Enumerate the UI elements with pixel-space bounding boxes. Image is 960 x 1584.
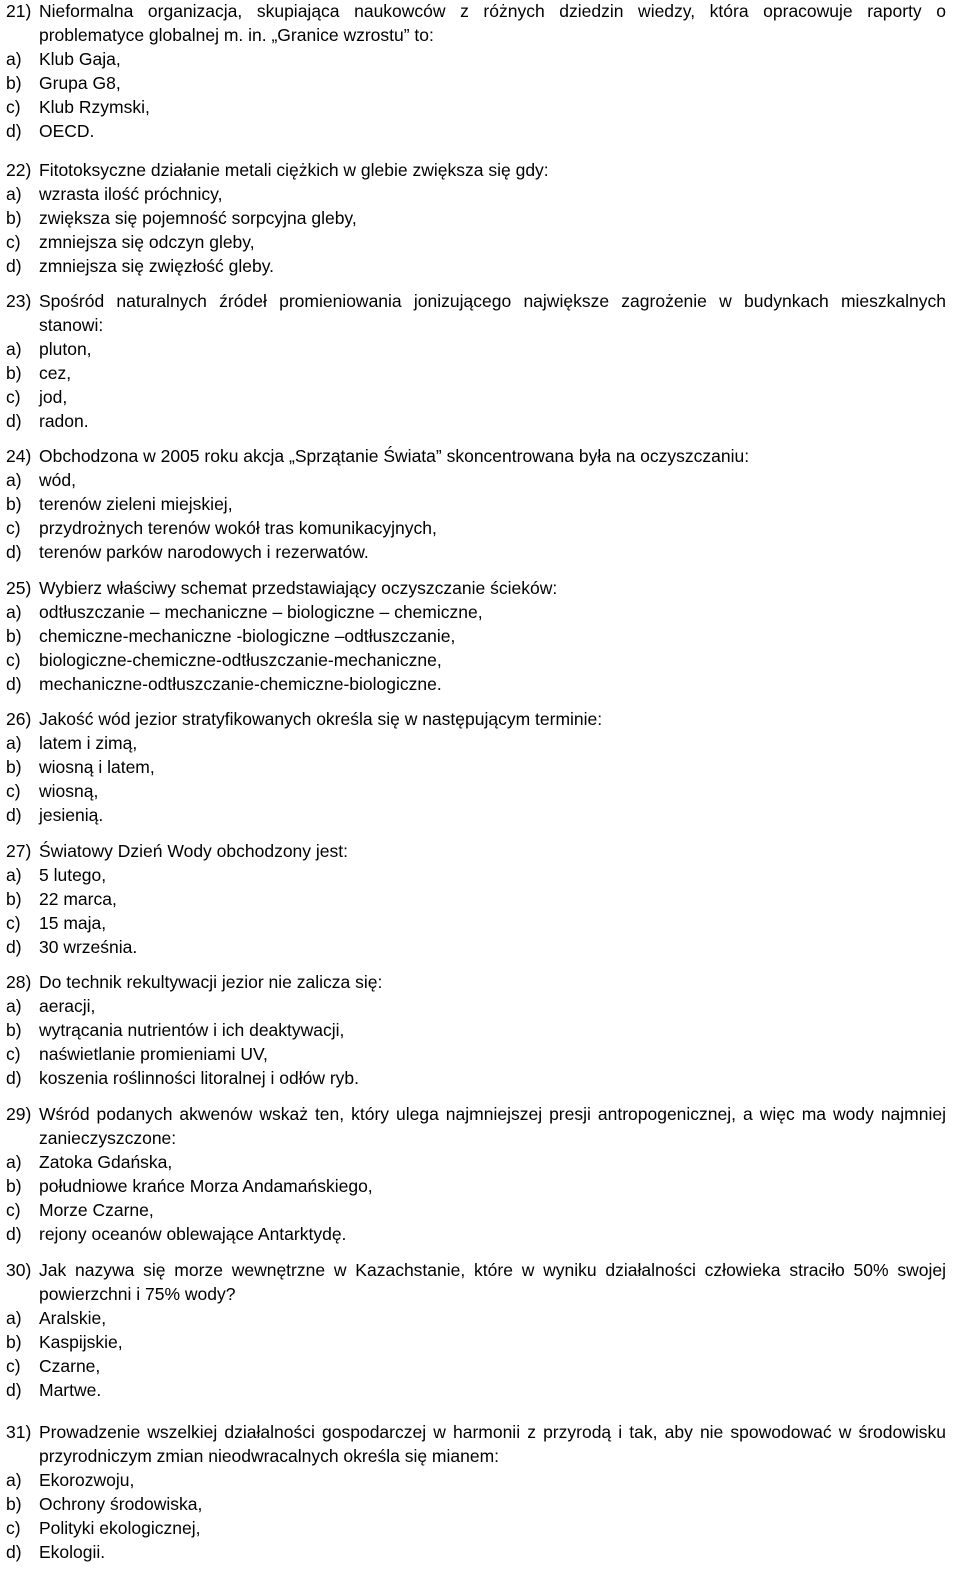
option-text: odtłuszczanie – mechaniczne – biologiczne – chemiczne, bbox=[39, 602, 483, 622]
question-number: 30) bbox=[6, 1260, 32, 1280]
question-23 bbox=[6, 289, 946, 433]
answer-option-b bbox=[6, 1330, 946, 1354]
option-letter: d) bbox=[6, 256, 22, 276]
answer-option-d bbox=[6, 803, 946, 827]
option-text: Ekorozwoju, bbox=[39, 1470, 135, 1490]
option-letter: a) bbox=[6, 339, 22, 359]
option-letter: a) bbox=[6, 996, 22, 1016]
answer-option-c bbox=[6, 95, 946, 119]
option-letter: a) bbox=[6, 470, 22, 490]
question-text bbox=[6, 839, 946, 863]
question-text bbox=[6, 444, 946, 468]
option-text: pluton, bbox=[39, 339, 92, 359]
answer-option-d bbox=[6, 935, 946, 959]
option-letter: d) bbox=[6, 542, 22, 562]
option-text: terenów parków narodowych i rezerwatów. bbox=[39, 542, 369, 562]
question-text bbox=[6, 707, 946, 731]
option-letter: b) bbox=[6, 757, 22, 777]
question-31 bbox=[6, 1420, 946, 1564]
question-28 bbox=[6, 970, 946, 1090]
option-text: latem i zimą, bbox=[39, 733, 138, 753]
answer-option-a bbox=[6, 337, 946, 361]
option-text: zmniejsza się zwięzłość gleby. bbox=[39, 256, 275, 276]
answer-option-d bbox=[6, 409, 946, 433]
answer-option-d bbox=[6, 1540, 946, 1564]
question-body: Nieformalna organizacja, skupiająca naukowców z różnych dziedzin wiedzy, która opracowuje raporty o problematyce globalnej m. in. „Granice wzrostu” to: bbox=[39, 1, 946, 45]
option-text: Ekologii. bbox=[39, 1542, 106, 1562]
question-body: Wybierz właściwy schemat przedstawiający oczyszczanie ścieków: bbox=[39, 578, 558, 598]
question-number: 29) bbox=[6, 1104, 32, 1124]
option-letter: b) bbox=[6, 1332, 22, 1352]
option-text: Morze Czarne, bbox=[39, 1200, 154, 1220]
answer-option-b bbox=[6, 624, 946, 648]
option-letter: b) bbox=[6, 73, 22, 93]
question-text bbox=[6, 1258, 946, 1306]
option-letter: b) bbox=[6, 1494, 22, 1514]
question-text bbox=[6, 0, 946, 47]
question-number: 31) bbox=[6, 1422, 32, 1442]
option-letter: c) bbox=[6, 1200, 21, 1220]
answer-option-b bbox=[6, 755, 946, 779]
answer-option-b bbox=[6, 1174, 946, 1198]
question-number: 24) bbox=[6, 446, 32, 466]
option-text: wiosną, bbox=[39, 781, 99, 801]
question-number: 25) bbox=[6, 578, 32, 598]
option-letter: d) bbox=[6, 1542, 22, 1562]
option-letter: d) bbox=[6, 121, 22, 141]
answer-option-c bbox=[6, 1516, 946, 1540]
option-letter: c) bbox=[6, 650, 21, 670]
option-text: wzrasta ilość próchnicy, bbox=[39, 184, 223, 204]
question-body: Obchodzona w 2005 roku akcja „Sprzątanie Świata” skoncentrowana była na oczyszczaniu: bbox=[39, 446, 750, 466]
answer-option-b bbox=[6, 206, 946, 230]
question-body: Do technik rekultywacji jezior nie zalicza się: bbox=[39, 972, 383, 992]
option-letter: b) bbox=[6, 363, 22, 383]
question-body: Jakość wód jezior stratyfikowanych określa się w następującym terminie: bbox=[39, 709, 603, 729]
option-text: 5 lutego, bbox=[39, 865, 107, 885]
question-body: Fitotoksyczne działanie metali ciężkich w glebie zwiększa się gdy: bbox=[39, 160, 549, 180]
option-text: Ochrony środowiska, bbox=[39, 1494, 203, 1514]
answer-option-d bbox=[6, 1222, 946, 1246]
option-letter: a) bbox=[6, 184, 22, 204]
option-text: koszenia roślinności litoralnej i odłów ryb. bbox=[39, 1068, 360, 1088]
answer-option-c bbox=[6, 779, 946, 803]
question-30 bbox=[6, 1258, 946, 1402]
question-text bbox=[6, 576, 946, 600]
question-body: Światowy Dzień Wody obchodzony jest: bbox=[39, 841, 348, 861]
option-letter: b) bbox=[6, 1176, 22, 1196]
option-text: biologiczne-chemiczne-odtłuszczanie-mechaniczne, bbox=[39, 650, 442, 670]
option-letter: a) bbox=[6, 1470, 22, 1490]
answer-option-b bbox=[6, 1492, 946, 1516]
question-27 bbox=[6, 839, 946, 959]
option-letter: c) bbox=[6, 518, 21, 538]
option-letter: d) bbox=[6, 1380, 22, 1400]
answer-option-a bbox=[6, 1150, 946, 1174]
option-letter: d) bbox=[6, 1224, 22, 1244]
answer-option-d bbox=[6, 1378, 946, 1402]
answer-option-b bbox=[6, 1018, 946, 1042]
option-letter: a) bbox=[6, 602, 22, 622]
option-text: Czarne, bbox=[39, 1356, 101, 1376]
question-text bbox=[6, 970, 946, 994]
answer-option-b bbox=[6, 887, 946, 911]
question-number: 23) bbox=[6, 291, 32, 311]
answer-option-a bbox=[6, 731, 946, 755]
answer-option-b bbox=[6, 71, 946, 95]
question-25 bbox=[6, 576, 946, 696]
option-letter: c) bbox=[6, 781, 21, 801]
question-29 bbox=[6, 1102, 946, 1246]
option-text: południowe krańce Morza Andamańskiego, bbox=[39, 1176, 373, 1196]
option-letter: b) bbox=[6, 889, 22, 909]
option-text: aeracji, bbox=[39, 996, 96, 1016]
option-text: radon. bbox=[39, 411, 89, 431]
option-text: wytrącania nutrientów i ich deaktywacji, bbox=[39, 1020, 345, 1040]
question-body: Wśród podanych akwenów wskaż ten, który ulega najmniejszej presji antropogenicznej, a więc ma wody najmniej zanieczyszczone: bbox=[39, 1104, 946, 1148]
option-letter: a) bbox=[6, 49, 22, 69]
option-letter: a) bbox=[6, 865, 22, 885]
option-text: Klub Gaja, bbox=[39, 49, 121, 69]
option-text: jod, bbox=[39, 387, 68, 407]
option-letter: a) bbox=[6, 1308, 22, 1328]
question-text bbox=[6, 289, 946, 337]
option-letter: c) bbox=[6, 913, 21, 933]
option-text: rejony oceanów oblewające Antarktydę. bbox=[39, 1224, 347, 1244]
question-text bbox=[6, 158, 946, 182]
question-text bbox=[6, 1420, 946, 1468]
question-number: 22) bbox=[6, 160, 32, 180]
answer-option-c bbox=[6, 911, 946, 935]
answer-option-c bbox=[6, 1354, 946, 1378]
option-text: 15 maja, bbox=[39, 913, 107, 933]
answer-option-b bbox=[6, 361, 946, 385]
question-body: Jak nazywa się morze wewnętrzne w Kazachstanie, które w wyniku działalności człowieka straciło 50% swojej powierzchni i 75% wody? bbox=[39, 1260, 946, 1304]
question-number: 28) bbox=[6, 972, 32, 992]
option-letter: a) bbox=[6, 1152, 22, 1172]
answer-option-d bbox=[6, 119, 946, 143]
option-text: wiosną i latem, bbox=[39, 757, 155, 777]
question-21 bbox=[6, 0, 946, 143]
question-26 bbox=[6, 707, 946, 827]
answer-option-a bbox=[6, 863, 946, 887]
answer-option-d bbox=[6, 540, 946, 564]
option-letter: c) bbox=[6, 1356, 21, 1376]
answer-option-c bbox=[6, 230, 946, 254]
answer-option-c bbox=[6, 1042, 946, 1066]
question-number: 27) bbox=[6, 841, 32, 861]
option-text: naświetlanie promieniami UV, bbox=[39, 1044, 268, 1064]
option-letter: c) bbox=[6, 97, 21, 117]
option-text: Zatoka Gdańska, bbox=[39, 1152, 173, 1172]
option-letter: d) bbox=[6, 805, 22, 825]
option-letter: d) bbox=[6, 674, 22, 694]
option-text: 22 marca, bbox=[39, 889, 117, 909]
option-text: OECD. bbox=[39, 121, 95, 141]
answer-option-c bbox=[6, 516, 946, 540]
answer-option-c bbox=[6, 648, 946, 672]
option-text: Martwe. bbox=[39, 1380, 102, 1400]
option-text: cez, bbox=[39, 363, 72, 383]
option-letter: d) bbox=[6, 1068, 22, 1088]
option-letter: a) bbox=[6, 733, 22, 753]
question-22 bbox=[6, 158, 946, 278]
option-letter: c) bbox=[6, 387, 21, 407]
option-text: mechaniczne-odtłuszczanie-chemiczne-biologiczne. bbox=[39, 674, 442, 694]
answer-option-c bbox=[6, 1198, 946, 1222]
answer-option-a bbox=[6, 1306, 946, 1330]
answer-option-a bbox=[6, 1468, 946, 1492]
option-text: Kaspijskie, bbox=[39, 1332, 123, 1352]
option-text: terenów zieleni miejskiej, bbox=[39, 494, 233, 514]
answer-option-a bbox=[6, 994, 946, 1018]
option-text: przydrożnych terenów wokół tras komunikacyjnych, bbox=[39, 518, 437, 538]
answer-option-d bbox=[6, 1066, 946, 1090]
question-24 bbox=[6, 444, 946, 564]
answer-option-a bbox=[6, 182, 946, 206]
option-letter: b) bbox=[6, 1020, 22, 1040]
answer-option-c bbox=[6, 385, 946, 409]
question-text bbox=[6, 1102, 946, 1150]
question-number: 26) bbox=[6, 709, 32, 729]
answer-option-d bbox=[6, 672, 946, 696]
option-letter: b) bbox=[6, 626, 22, 646]
option-text: Aralskie, bbox=[39, 1308, 107, 1328]
answer-option-a bbox=[6, 468, 946, 492]
question-body: Prowadzenie wszelkiej działalności gospodarczej w harmonii z przyrodą i tak, aby nie spowodować w środowisku przyrodniczym zmian nieodwracalnych określa się mianem: bbox=[39, 1422, 946, 1466]
option-text: Grupa G8, bbox=[39, 73, 121, 93]
answer-option-a bbox=[6, 600, 946, 624]
option-text: zwiększa się pojemność sorpcyjna gleby, bbox=[39, 208, 357, 228]
option-text: Klub Rzymski, bbox=[39, 97, 150, 117]
option-letter: c) bbox=[6, 1044, 21, 1064]
option-letter: b) bbox=[6, 208, 22, 228]
question-body: Spośród naturalnych źródeł promieniowania jonizującego największe zagrożenie w budynkach mieszkalnych stanowi: bbox=[39, 291, 946, 335]
option-text: chemiczne-mechaniczne -biologiczne –odtłuszczanie, bbox=[39, 626, 456, 646]
option-letter: b) bbox=[6, 494, 22, 514]
option-text: Polityki ekologicznej, bbox=[39, 1518, 201, 1538]
question-number: 21) bbox=[6, 1, 32, 21]
option-text: zmniejsza się odczyn gleby, bbox=[39, 232, 255, 252]
option-text: wód, bbox=[39, 470, 76, 490]
answer-option-b bbox=[6, 492, 946, 516]
option-letter: c) bbox=[6, 232, 21, 252]
answer-option-d bbox=[6, 254, 946, 278]
option-letter: d) bbox=[6, 411, 22, 431]
option-letter: c) bbox=[6, 1518, 21, 1538]
option-text: jesienią. bbox=[39, 805, 104, 825]
option-text: 30 września. bbox=[39, 937, 138, 957]
answer-option-a bbox=[6, 47, 946, 71]
option-letter: d) bbox=[6, 937, 22, 957]
